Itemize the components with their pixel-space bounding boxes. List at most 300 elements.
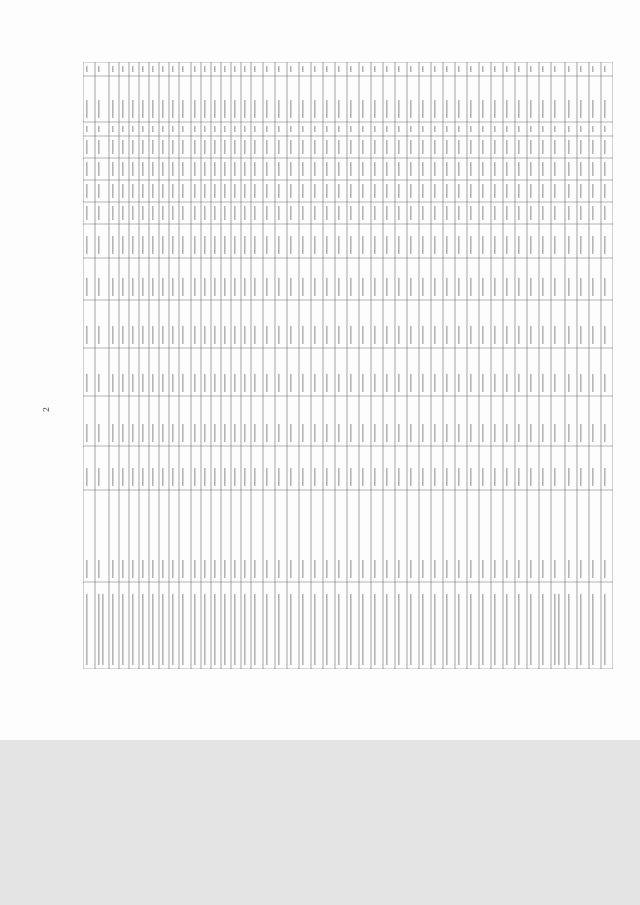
cell-text-mark (326, 468, 328, 486)
cell-text-mark (326, 326, 328, 344)
cell-text-mark (98, 162, 100, 176)
cell-text-mark (482, 326, 484, 344)
cell-text-mark (542, 468, 544, 486)
cell-text-mark (422, 468, 424, 486)
cell-text-mark (302, 560, 304, 578)
cell-text-mark (604, 66, 606, 72)
cell-text-mark (554, 184, 556, 198)
cell-text-mark (112, 184, 114, 198)
cell-text-mark (422, 424, 424, 442)
cell-text-mark (422, 184, 424, 198)
cell-text-mark (214, 278, 216, 296)
cell-text-mark (434, 140, 436, 154)
cell-text-mark (224, 424, 226, 442)
cell-text-mark (86, 278, 88, 296)
cell-text-mark (350, 468, 352, 486)
cell-text-mark (398, 374, 400, 392)
cell-text-mark (350, 278, 352, 296)
cell-text-mark (530, 560, 532, 578)
cell-text-mark (244, 594, 246, 665)
cell-text-mark (592, 126, 594, 132)
cell-text-mark (568, 594, 570, 665)
cell-text-mark (214, 468, 216, 486)
cell-text-mark (458, 206, 460, 220)
cell-text-mark (554, 374, 556, 392)
cell-text-mark (470, 162, 472, 176)
cell-text-mark (580, 468, 582, 486)
cell-text-mark (234, 424, 236, 442)
cell-text-mark (592, 162, 594, 176)
cell-text-mark (518, 374, 520, 392)
cell-text-mark (302, 326, 304, 344)
cell-text-mark (122, 206, 124, 220)
cell-text-mark (362, 184, 364, 198)
cell-text-mark (172, 374, 174, 392)
cell-text-mark (182, 326, 184, 344)
cell-text-mark (302, 594, 304, 665)
cell-text-mark (112, 140, 114, 154)
cell-text-mark (604, 594, 606, 665)
cell-text-mark (194, 424, 196, 442)
cell-text-mark (314, 184, 316, 198)
cell-text-mark (482, 126, 484, 132)
cell-text-mark (302, 140, 304, 154)
cell-text-mark (554, 236, 556, 254)
cell-text-mark (338, 184, 340, 198)
cell-text-mark (142, 126, 144, 132)
cell-text-mark (314, 236, 316, 254)
cell-text-mark (326, 100, 328, 118)
cell-text-mark (244, 184, 246, 198)
cell-text-mark (398, 424, 400, 442)
cell-text-mark (142, 100, 144, 118)
cell-text-mark (132, 162, 134, 176)
cell-text-mark (374, 326, 376, 344)
page-number: 2 (42, 406, 52, 413)
cell-text-mark (422, 100, 424, 118)
cell-text-mark (204, 594, 206, 665)
cell-text-mark (362, 468, 364, 486)
cell-text-mark (518, 100, 520, 118)
cell-text-mark (458, 560, 460, 578)
cell-text-mark (214, 184, 216, 198)
cell-text-mark (568, 374, 570, 392)
cell-text-mark (278, 326, 280, 344)
cell-text-mark (326, 424, 328, 442)
cell-text-mark (362, 560, 364, 578)
cell-text-mark (162, 278, 164, 296)
cell-text-mark (326, 66, 328, 72)
cell-text-mark (580, 594, 582, 665)
cell-text-mark (254, 100, 256, 118)
cell-text-mark (542, 100, 544, 118)
cell-text-mark (204, 326, 206, 344)
cell-text-mark (302, 184, 304, 198)
cell-text-mark (266, 184, 268, 198)
cell-text-mark (290, 126, 292, 132)
cell-text-mark (386, 560, 388, 578)
cell-text-mark (410, 126, 412, 132)
cell-text-mark (194, 374, 196, 392)
cell-text-mark (446, 184, 448, 198)
cell-text-mark (290, 100, 292, 118)
cell-text-mark (290, 236, 292, 254)
cell-text-mark (278, 206, 280, 220)
cell-text-mark (224, 100, 226, 118)
cell-text-mark (434, 126, 436, 132)
cell-text-mark (362, 424, 364, 442)
cell-text-mark (482, 184, 484, 198)
cell-text-mark (338, 140, 340, 154)
cell-text-mark (98, 140, 100, 154)
cell-text-mark (446, 374, 448, 392)
cell-text-mark (446, 594, 448, 665)
cell-text-mark (266, 100, 268, 118)
cell-text-mark (470, 66, 472, 72)
cell-text-mark (172, 126, 174, 132)
cell-text-mark (604, 126, 606, 132)
cell-text-mark (266, 468, 268, 486)
cell-text-mark (338, 206, 340, 220)
cell-text-mark (244, 126, 246, 132)
cell-text-mark (350, 66, 352, 72)
cell-text-mark (422, 66, 424, 72)
cell-text-mark (102, 594, 104, 665)
cell-text-mark (290, 184, 292, 198)
cell-text-mark (350, 126, 352, 132)
cell-text-mark (530, 374, 532, 392)
cell-text-mark (112, 66, 114, 72)
cell-text-mark (506, 206, 508, 220)
cell-text-mark (542, 594, 544, 665)
cell-text-mark (338, 126, 340, 132)
cell-text-mark (470, 184, 472, 198)
cell-text-mark (530, 162, 532, 176)
cell-text-mark (266, 162, 268, 176)
cell-text-mark (398, 162, 400, 176)
cell-text-mark (592, 100, 594, 118)
cell-text-mark (458, 100, 460, 118)
cell-text-mark (278, 162, 280, 176)
cell-text-mark (314, 126, 316, 132)
cell-text-mark (254, 560, 256, 578)
cell-text-mark (470, 140, 472, 154)
cell-text-mark (254, 126, 256, 132)
cell-text-mark (122, 374, 124, 392)
cell-text-mark (278, 236, 280, 254)
cell-text-mark (374, 162, 376, 176)
cell-text-mark (290, 560, 292, 578)
cell-text-mark (86, 374, 88, 392)
cell-text-mark (132, 374, 134, 392)
cell-text-mark (214, 66, 216, 72)
cell-text-mark (580, 162, 582, 176)
cell-text-mark (122, 66, 124, 72)
cell-text-mark (350, 374, 352, 392)
cell-text-mark (410, 100, 412, 118)
cell-text-mark (204, 66, 206, 72)
cell-text-mark (338, 374, 340, 392)
cell-text-mark (122, 162, 124, 176)
cell-text-mark (290, 206, 292, 220)
cell-text-mark (410, 560, 412, 578)
cell-text-mark (434, 162, 436, 176)
cell-text-mark (458, 184, 460, 198)
cell-text-mark (506, 162, 508, 176)
cell-text-mark (470, 594, 472, 665)
cell-text-mark (542, 66, 544, 72)
cell-text-mark (254, 140, 256, 154)
cell-text-mark (518, 326, 520, 344)
cell-text-mark (132, 560, 134, 578)
cell-text-mark (568, 184, 570, 198)
cell-text-mark (112, 560, 114, 578)
cell-text-mark (518, 468, 520, 486)
cell-text-mark (302, 126, 304, 132)
cell-text-mark (470, 374, 472, 392)
cell-text-mark (244, 100, 246, 118)
cell-text-mark (86, 100, 88, 118)
cell-text-mark (266, 140, 268, 154)
cell-text-mark (122, 424, 124, 442)
cell-text-mark (592, 560, 594, 578)
cell-text-mark (530, 140, 532, 154)
cell-text-mark (338, 100, 340, 118)
cell-text-mark (374, 100, 376, 118)
cell-text-mark (204, 560, 206, 578)
cell-text-mark (182, 424, 184, 442)
cell-text-mark (314, 468, 316, 486)
cell-text-mark (266, 126, 268, 132)
cell-text-mark (554, 278, 556, 296)
cell-text-mark (314, 206, 316, 220)
cell-text-mark (132, 236, 134, 254)
cell-text-mark (410, 162, 412, 176)
cell-text-mark (410, 468, 412, 486)
cell-text-mark (422, 326, 424, 344)
cell-text-mark (314, 424, 316, 442)
cell-text-mark (470, 236, 472, 254)
cell-text-mark (86, 560, 88, 578)
cell-text-mark (410, 326, 412, 344)
cell-text-mark (458, 278, 460, 296)
cell-text-mark (214, 560, 216, 578)
cell-text-mark (362, 374, 364, 392)
cell-text-mark (580, 424, 582, 442)
cell-text-mark (234, 162, 236, 176)
cell-text-mark (204, 468, 206, 486)
cell-text-mark (234, 184, 236, 198)
cell-text-mark (314, 140, 316, 154)
cell-text-mark (224, 126, 226, 132)
cell-text-mark (604, 278, 606, 296)
cell-text-mark (204, 162, 206, 176)
cell-text-mark (386, 236, 388, 254)
cell-text-mark (98, 126, 100, 132)
cell-text-mark (374, 278, 376, 296)
cell-text-mark (122, 184, 124, 198)
cell-text-mark (568, 66, 570, 72)
cell-text-mark (314, 594, 316, 665)
cell-text-mark (434, 594, 436, 665)
cell-text-mark (518, 140, 520, 154)
cell-text-mark (254, 594, 256, 665)
cell-text-mark (152, 140, 154, 154)
cell-text-mark (434, 374, 436, 392)
cell-text-mark (204, 140, 206, 154)
cell-text-mark (244, 326, 246, 344)
cell-text-mark (254, 424, 256, 442)
cell-text-mark (482, 66, 484, 72)
cell-text-mark (422, 140, 424, 154)
cell-text-mark (112, 206, 114, 220)
cell-text-mark (162, 126, 164, 132)
cell-text-mark (244, 560, 246, 578)
cell-text-mark (162, 206, 164, 220)
cell-text-mark (604, 140, 606, 154)
cell-text-mark (162, 424, 164, 442)
cell-text-mark (204, 424, 206, 442)
cell-text-mark (86, 468, 88, 486)
cell-text-mark (266, 374, 268, 392)
cell-text-mark (506, 100, 508, 118)
cell-text-mark (554, 468, 556, 486)
cell-text-mark (386, 184, 388, 198)
cell-text-mark (422, 374, 424, 392)
cell-text-mark (132, 278, 134, 296)
cell-text-mark (98, 236, 100, 254)
cell-text-mark (494, 100, 496, 118)
cell-text-mark (234, 100, 236, 118)
cell-text-mark (542, 424, 544, 442)
cell-text-mark (278, 126, 280, 132)
cell-text-mark (254, 468, 256, 486)
cell-text-mark (434, 100, 436, 118)
cell-text-mark (386, 162, 388, 176)
cell-text-mark (172, 424, 174, 442)
cell-text-mark (224, 162, 226, 176)
cell-text-mark (434, 560, 436, 578)
cell-text-mark (398, 206, 400, 220)
cell-text-mark (214, 206, 216, 220)
cell-text-mark (446, 140, 448, 154)
cell-text-mark (86, 184, 88, 198)
cell-text-mark (338, 560, 340, 578)
cell-text-mark (302, 100, 304, 118)
cell-text-mark (266, 560, 268, 578)
cell-text-mark (542, 184, 544, 198)
cell-text-mark (592, 66, 594, 72)
cell-text-mark (350, 424, 352, 442)
cell-text-mark (326, 184, 328, 198)
cell-text-mark (302, 374, 304, 392)
cell-text-mark (530, 468, 532, 486)
cell-text-mark (172, 236, 174, 254)
cell-text-mark (302, 66, 304, 72)
cell-text-mark (302, 236, 304, 254)
cell-text-mark (386, 66, 388, 72)
cell-text-mark (604, 468, 606, 486)
cell-text-mark (458, 424, 460, 442)
cell-text-mark (290, 468, 292, 486)
cell-text-mark (162, 374, 164, 392)
cell-text-mark (338, 236, 340, 254)
cell-text-mark (568, 424, 570, 442)
cell-text-mark (326, 278, 328, 296)
cell-text-mark (568, 560, 570, 578)
cell-text-mark (350, 162, 352, 176)
cell-text-mark (518, 278, 520, 296)
cell-text-mark (494, 140, 496, 154)
cell-text-mark (194, 140, 196, 154)
cell-text-mark (234, 560, 236, 578)
cell-text-mark (554, 424, 556, 442)
cell-text-mark (234, 374, 236, 392)
cell-text-mark (172, 560, 174, 578)
cell-text-mark (542, 162, 544, 176)
cell-text-mark (458, 66, 460, 72)
cell-text-mark (234, 236, 236, 254)
cell-text-mark (386, 278, 388, 296)
cell-text-mark (142, 66, 144, 72)
cell-text-mark (592, 468, 594, 486)
cell-text-mark (86, 126, 88, 132)
cell-text-mark (142, 468, 144, 486)
cell-text-mark (194, 162, 196, 176)
cell-text-mark (374, 468, 376, 486)
cell-text-mark (142, 162, 144, 176)
cell-text-mark (152, 468, 154, 486)
cell-text-mark (278, 560, 280, 578)
cell-text-mark (482, 594, 484, 665)
cell-text-mark (254, 206, 256, 220)
cell-text-mark (362, 236, 364, 254)
cell-text-mark (266, 424, 268, 442)
cell-text-mark (374, 594, 376, 665)
cell-text-mark (530, 206, 532, 220)
cell-text-mark (224, 278, 226, 296)
cell-text-mark (204, 126, 206, 132)
cell-text-mark (314, 278, 316, 296)
cell-text-mark (172, 206, 174, 220)
cell-text-mark (506, 560, 508, 578)
cell-text-mark (172, 468, 174, 486)
cell-text-mark (410, 236, 412, 254)
cell-text-mark (362, 140, 364, 154)
cell-text-mark (554, 162, 556, 176)
cell-text-mark (494, 424, 496, 442)
cell-text-mark (398, 126, 400, 132)
cell-text-mark (224, 560, 226, 578)
cell-text-mark (182, 184, 184, 198)
cell-text-mark (458, 594, 460, 665)
cell-text-mark (554, 560, 556, 578)
cell-text-mark (142, 424, 144, 442)
cell-text-mark (162, 140, 164, 154)
cell-text-mark (224, 184, 226, 198)
cell-text-mark (592, 374, 594, 392)
cell-text-mark (122, 468, 124, 486)
cell-text-mark (224, 468, 226, 486)
cell-text-mark (494, 206, 496, 220)
cell-text-mark (604, 100, 606, 118)
cell-text-mark (98, 468, 100, 486)
cell-text-mark (422, 206, 424, 220)
cell-text-mark (506, 184, 508, 198)
cell-text-mark (592, 206, 594, 220)
cell-text-mark (554, 594, 556, 665)
cell-text-mark (410, 206, 412, 220)
